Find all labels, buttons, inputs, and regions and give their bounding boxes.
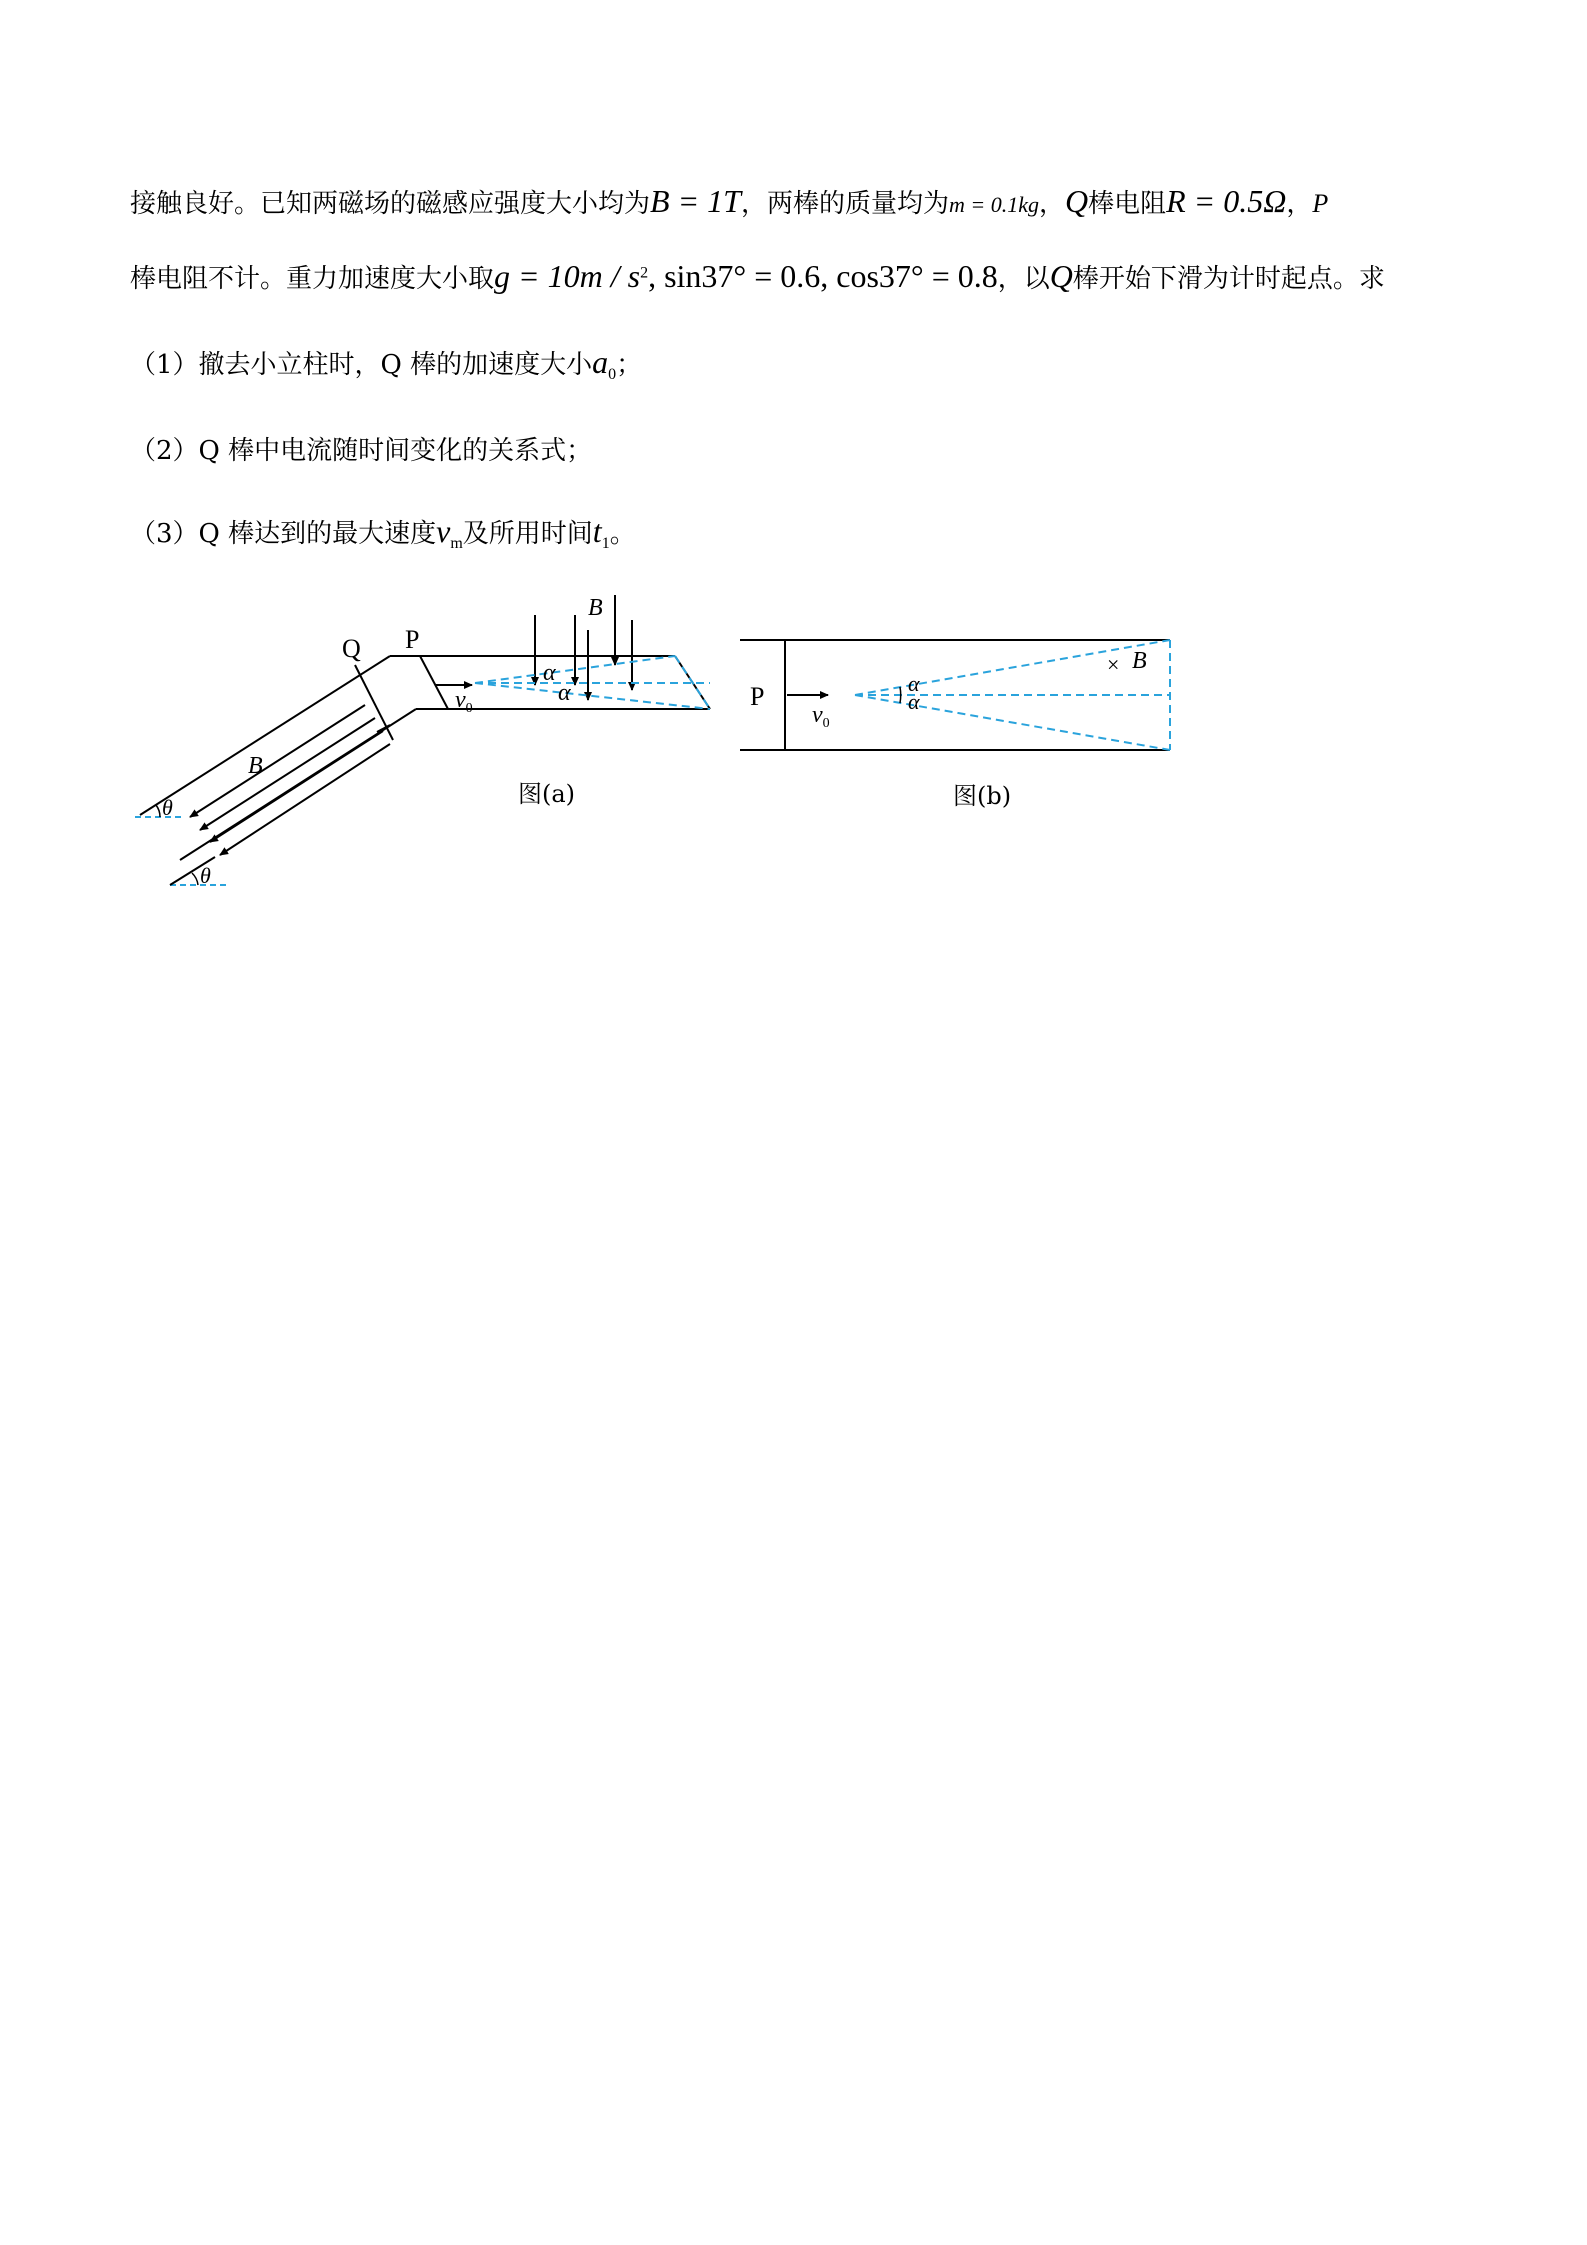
- figure-b-caption: 图(b): [953, 782, 1012, 810]
- text-segment: 。: [609, 519, 636, 549]
- field-arrow: [200, 718, 375, 830]
- label-B: B: [1132, 648, 1147, 674]
- dashed-guide: [855, 695, 1170, 750]
- question-text: （1）撤去小立柱时，Q 棒的加速度大小: [130, 350, 593, 380]
- label-v0: $v_0$: [812, 702, 830, 731]
- angle-arc: [156, 805, 160, 817]
- label-alpha: α: [908, 689, 920, 714]
- var-Q: Q: [1064, 183, 1089, 219]
- dashed-guide: [475, 683, 710, 709]
- text-segment: 棒电阻不计。重力加速度大小取: [130, 264, 495, 294]
- label-Q: Q: [342, 634, 361, 663]
- text-segment: 接触良好。已知两磁场的磁感应强度大小均为: [130, 189, 651, 219]
- angle-arc: [192, 873, 198, 885]
- label-P: P: [405, 625, 420, 654]
- label-P: P: [750, 682, 765, 711]
- equation-m: m = 0.1kg: [948, 192, 1039, 217]
- label-v0: $v_0$: [455, 687, 473, 716]
- cross-mark: ×: [1107, 652, 1120, 677]
- var-P: P: [1312, 189, 1329, 218]
- figure-b-diagram: [730, 625, 1180, 765]
- question-text: （2）Q 棒中电流随时间变化的关系式；: [130, 436, 593, 466]
- dashed-guide: [855, 640, 1170, 695]
- equation-B: B = 1T: [650, 183, 741, 219]
- question-text: （3）Q 棒达到的最大速度: [130, 519, 437, 549]
- angle-arc: [900, 687, 901, 703]
- text-segment: ，: [1038, 189, 1065, 219]
- text-segment: 及所用时间: [462, 519, 593, 549]
- rod-Q: [355, 665, 393, 740]
- equation-R: R = 0.5Ω: [1166, 183, 1287, 219]
- field-arrow: [190, 705, 365, 817]
- var-t: t: [592, 513, 602, 549]
- text-segment: ，两棒的质量均为: [740, 189, 949, 219]
- label-alpha: α: [558, 680, 571, 706]
- question-3: [130, 513, 636, 553]
- var-v: v: [436, 513, 451, 549]
- question-1: [130, 344, 642, 384]
- figure-a-diagram: [120, 585, 720, 895]
- text-segment: ，以: [997, 264, 1050, 294]
- label-B-slope: B: [248, 753, 263, 779]
- label-B-top: B: [588, 595, 603, 621]
- incline-rail-upper: [140, 656, 390, 815]
- var-a: a: [592, 344, 609, 380]
- equation-g: g = 10m / s: [494, 258, 641, 294]
- superscript: 2: [640, 264, 649, 282]
- problem-line-1: [130, 183, 1328, 220]
- field-arrow: [220, 744, 390, 855]
- rod-P: [420, 656, 448, 709]
- label-alpha: α: [908, 671, 920, 696]
- label-theta: θ: [200, 863, 211, 888]
- text-segment: 棒开始下滑为计时起点。求: [1072, 264, 1385, 294]
- subscript: 1: [601, 535, 610, 553]
- subscript: 0: [608, 366, 617, 384]
- subscript: m: [450, 535, 463, 553]
- question-2: [130, 430, 592, 467]
- figure-a-caption: 图(a): [518, 780, 576, 808]
- text-segment: 棒电阻: [1088, 189, 1167, 219]
- label-theta: θ: [162, 795, 173, 820]
- var-Q: Q: [1049, 258, 1073, 294]
- label-alpha: α: [543, 660, 556, 686]
- text-segment: ；: [616, 350, 643, 380]
- text-segment: ，: [1286, 189, 1313, 219]
- equation-trig: , sin37° = 0.6, cos37° = 0.8: [648, 258, 998, 294]
- problem-line-2: [130, 258, 1385, 295]
